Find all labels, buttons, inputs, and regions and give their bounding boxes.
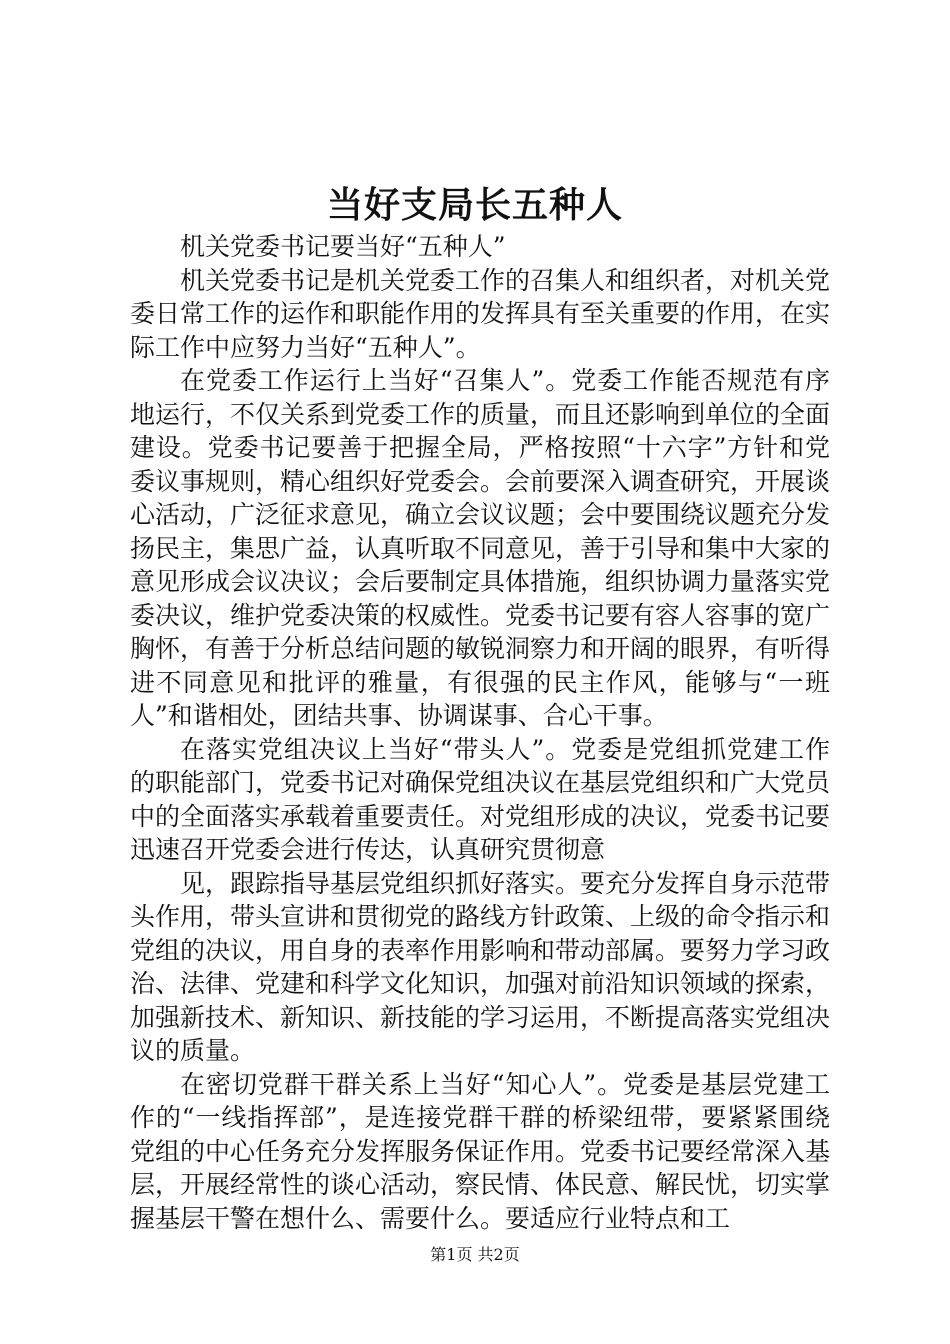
paragraph-subtitle: 机关党委书记要当好“五种人”: [180, 232, 506, 261]
document-title: 当好支局长五种人: [326, 185, 623, 226]
page-footer: 第1页 共2页: [430, 1245, 520, 1264]
paragraph-leader-continued: 见，跟踪指导基层党组织抓好落实。要充分发挥自身示范带头作用，带头宣讲和贯彻党的路线方针政策、上级的命令指示和党组的决议，用自身的表率作用影响和带动部属。要努力学习政治、法律、党建和科学文化知识，加强对前沿知识领域的探索，加强新技术、新知识、新技能的学习运用，不断提高落实党组决议的质量。: [130, 868, 831, 1065]
paragraph-intro: 机关党委书记是机关党委工作的召集人和组织者，对机关党委日常工作的运作和职能作用的发挥具有至关重要的作用，在实际工作中应努力当好“五种人”。: [130, 265, 831, 362]
document-body: [130, 230, 830, 1235]
paragraph-leader: 在落实党组决议上当好“带头人”。党委是党组抓党建工作的职能部门，党委书记对确保党组决议在基层党组织和广大党员中的全面落实承载着重要责任。对党组形成的决议，党委书记要迅速召开党委会进行传达，认真研究贯彻意: [130, 734, 831, 864]
paragraph-confidant: 在密切党群干群关系上当好“知心人”。党委是基层党建工作的“一线指挥部”，是连接党群干群的桥梁纽带，要紧紧围绕党组的中心任务充分发挥服务保证作用。党委书记要经常深入基层，开展经常性的谈心活动，察民情、体民意、解民忧，切实掌握基层干警在想什么、需要什么。要适应行业特点和工: [130, 1069, 831, 1233]
paragraph-convener: 在党委工作运行上当好“召集人”。党委工作能否规范有序地运行，不仅关系到党委工作的质量，而且还影响到单位的全面建设。党委书记要善于把握全局，严格按照“十六字”方针和党委议事规则，精心组织好党委会。会前要深入调查研究，开展谈心活动，广泛征求意见，确立会议议题；会中要围绕议题充分发扬民主，集思广益，认真听取不同意见，善于引导和集中大家的意见形成会议决议；会后要制定具体措施，组织协调力量落实党委决议，维护党委决策的权威性。党委书记要有容人容事的宽广胸怀，有善于分析总结问题的敏锐洞察力和开阔的眼界，有听得进不同意见和批评的雅量，有很强的民主作风，能够与“一班人”和谐相处，团结共事、协调谋事、合心干事。: [130, 366, 831, 730]
